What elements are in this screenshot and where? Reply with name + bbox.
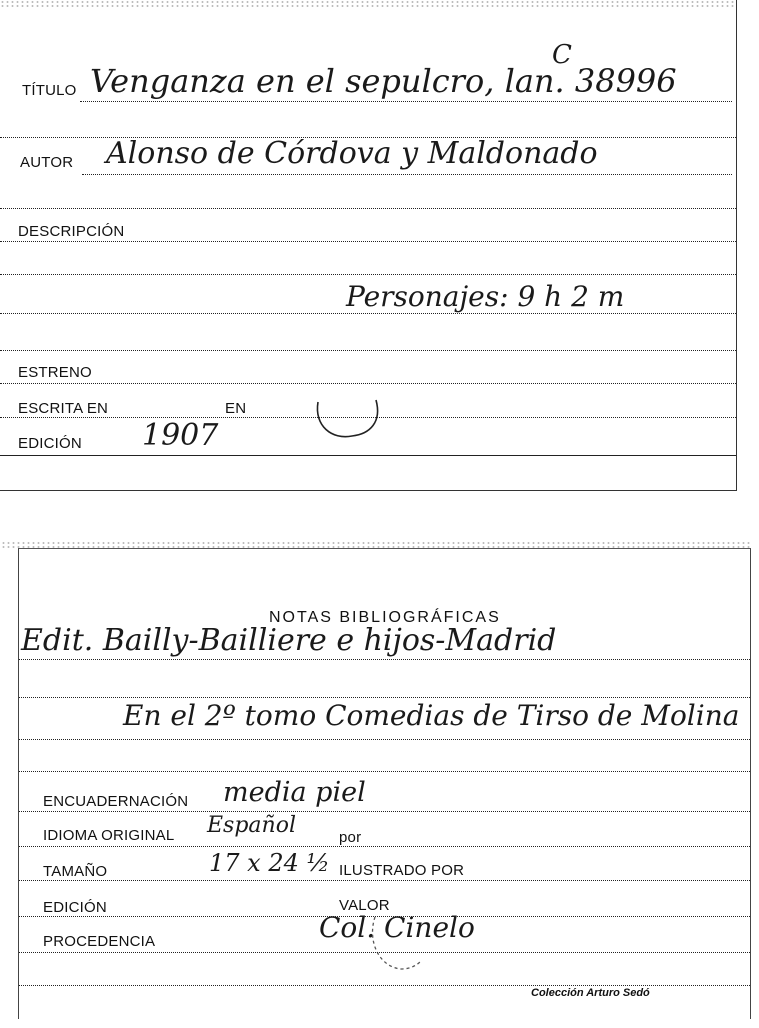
procedencia-label: PROCEDENCIA	[43, 933, 156, 950]
personajes-value: Personajes: 9 h 2 m	[346, 280, 625, 313]
encuadernacion-line	[19, 811, 750, 812]
nota-line-1: Edit. Bailly-Bailliere e hijos-Madrid	[21, 623, 557, 658]
stamp-outline	[312, 396, 386, 446]
titulo-value: Venganza en el sepulcro, lan. 38996	[90, 62, 677, 100]
idioma-line	[19, 846, 750, 847]
tamano-value: 17 x 24 ½	[209, 849, 330, 877]
por-label: por	[339, 829, 362, 846]
edicion-value: 1907	[142, 418, 219, 453]
tamano-line	[19, 880, 750, 881]
scan-noise	[0, 0, 736, 8]
notas-line-4	[19, 771, 750, 772]
scan-noise	[1, 541, 750, 549]
descripcion-line-3	[0, 313, 736, 314]
en-label: EN	[225, 400, 247, 417]
descripcion-line-2	[0, 274, 736, 275]
catalog-card-top	[0, 0, 737, 491]
ilustrado-label: ILUSTRADO POR	[339, 862, 465, 879]
edicion-b-label: EDICIÓN	[43, 899, 107, 916]
idioma-label: IDIOMA ORIGINAL	[43, 827, 175, 844]
autor-line	[82, 174, 732, 175]
edicion-label: EDICIÓN	[18, 435, 82, 452]
notas-line-3	[19, 739, 750, 740]
estreno-label: ESTRENO	[18, 364, 92, 381]
descripcion-line-4	[0, 350, 736, 351]
procedencia-line	[19, 952, 750, 953]
notas-line-1	[19, 659, 750, 660]
nota-line-2: En el 2º tomo Comedias de Tirso de Molina	[123, 699, 740, 732]
notas-line-2	[19, 697, 750, 698]
encuadernacion-label: ENCUADERNACIÓN	[43, 793, 189, 810]
notas-heading: NOTAS BIBLIOGRÁFICAS	[269, 609, 501, 626]
idioma-value: Español	[207, 813, 296, 838]
blank-line	[19, 985, 750, 986]
descripcion-line	[0, 241, 736, 242]
catalog-card-bottom	[18, 548, 751, 1019]
stamp-outline	[365, 911, 425, 975]
titulo-label: TÍTULO	[22, 82, 77, 99]
autor-label: AUTOR	[20, 154, 74, 171]
estreno-line	[0, 383, 736, 384]
descripcion-label: DESCRIPCIÓN	[18, 223, 125, 240]
blank-line	[0, 208, 736, 209]
edicion-line	[0, 455, 736, 456]
catalog-mark: C	[552, 40, 572, 70]
encuadernacion-value: media piel	[223, 777, 366, 808]
escrita-en-label: ESCRITA EN	[18, 400, 109, 417]
collection-footer: Colección Arturo Sedó	[531, 987, 650, 999]
tamano-label: TAMAÑO	[43, 863, 108, 880]
valor-label: VALOR	[339, 897, 390, 914]
titulo-line	[80, 101, 732, 102]
procedencia-value: Col. Cinelo	[319, 911, 475, 944]
autor-value: Alonso de Córdova y Maldonado	[106, 136, 598, 171]
